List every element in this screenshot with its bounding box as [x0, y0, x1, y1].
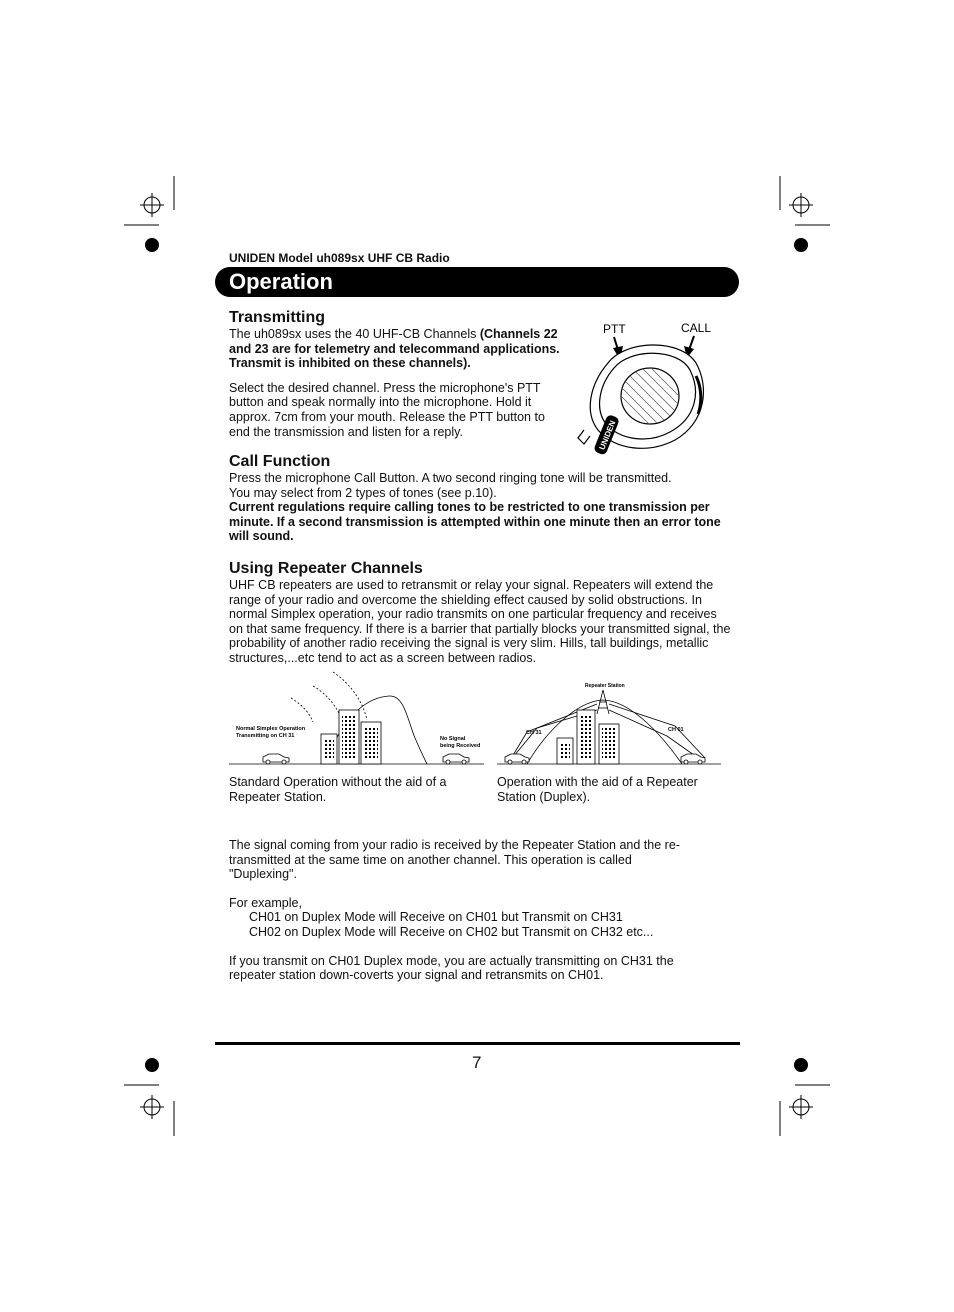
- simplex-label-1: Normal Simplex Operation: [236, 726, 306, 732]
- call-function-heading: Call Function: [229, 453, 331, 470]
- ch31-label: CH 31: [526, 730, 542, 736]
- downlink-beam: [609, 710, 701, 760]
- call-function-line-2: You may select from 2 types of tones (see p.10).: [229, 485, 497, 500]
- building-windows: [580, 714, 592, 760]
- signal-arc: [291, 698, 313, 722]
- car-icon: [505, 754, 529, 764]
- call-function-section: [229, 453, 734, 544]
- footer-rule: [215, 1042, 740, 1045]
- duplex-section: [229, 838, 699, 983]
- car-icon: [263, 754, 289, 764]
- duplex-final-paragraph: If you transmit on CH01 Duplex mode, you are actually transmitting on CH31 the repeater station down-coverts your signal and retransmits on CH01.: [229, 953, 674, 983]
- simplex-label-2: Transmitting on CH 31: [236, 733, 295, 739]
- repeater-caption: Operation with the aid of a Repeater Station (Duplex).: [497, 775, 698, 804]
- downlink-beam: [609, 704, 705, 758]
- repeater-section: [229, 560, 734, 666]
- simplex-caption: Standard Operation without the aid of a Repeater Station.: [229, 775, 447, 804]
- section-banner: [215, 267, 739, 297]
- transmitting-section: [229, 309, 569, 439]
- call-function-line-1: Press the microphone Call Button. A two second ringing tone will be transmitted.: [229, 471, 672, 485]
- transmitting-p1-text: The uh089sx uses the 40 UHF-CB Channels: [229, 327, 480, 341]
- building-windows: [602, 728, 616, 760]
- transmitting-heading: Transmitting: [229, 309, 326, 326]
- brand-text: UNIDEN: [597, 419, 618, 452]
- no-signal-label-2: being Received: [440, 743, 481, 749]
- example-line-1: CH01 on Duplex Mode will Receive on CH01 but Transmit on CH31: [249, 910, 623, 925]
- repeater-heading: Using Repeater Channels: [229, 560, 423, 577]
- simplex-diagram: [229, 668, 491, 768]
- duplex-paragraph: The signal coming from your radio is received by the Repeater Station and the re-transmitted at the same time on another channel. This operation is called "Duplexing".: [229, 838, 680, 882]
- no-signal-label-1: No Signal: [440, 736, 466, 742]
- repeater-paragraph: UHF CB repeaters are used to retransmit or relay your signal. Repeaters will extend the range of your radio and overcome the shielding effect caused by solid obstructions. In normal Simplex operation, your radio transmits on one particular frequency and receives on that same frequency. If there is a barrier that partially blocks your transmitted signal, the probability of another radio receiving the signal is very slim. Hills, tall buildings, metallic structures,...etc tend to act as a screen between radios.: [229, 578, 731, 665]
- building-windows: [560, 742, 570, 760]
- page-number: 7: [472, 1053, 482, 1072]
- car-icon: [443, 754, 469, 764]
- transmitting-paragraph-1: [229, 327, 569, 371]
- example-line-2: CH02 on Duplex Mode will Receive on CH02 but Transmit on CH32 etc...: [249, 924, 654, 939]
- repeater-tower-icon: [597, 690, 609, 714]
- car-icon: [681, 754, 705, 764]
- call-label: CALL: [681, 321, 712, 335]
- repeater-station-label: Repeater Station: [585, 683, 625, 689]
- transmitting-paragraph-2: Select the desired channel. Press the microphone's PTT button and speak normally into the microphone. Hold it approx. 7cm from your mouth. Release the PTT button to end the transmission and listen for a reply.: [229, 380, 545, 439]
- model-header: UNIDEN Model uh089sx UHF CB Radio: [229, 251, 450, 265]
- ptt-label: PTT: [603, 322, 626, 336]
- call-function-warning: Current regulations require calling tones to be restricted to one transmission per minute. If a second transmission is attempted within one minute then an error tone will sound.: [229, 500, 721, 544]
- page-title: Operation: [229, 269, 333, 294]
- example-intro: For example,: [229, 895, 302, 910]
- microphone-illustration: [570, 318, 720, 458]
- ch01-label: CH 01: [668, 727, 684, 733]
- transmitting-p1-bold: (Channels 22 and 23 are for telemetry and telecommand applications. Transmit is inhibited on these channels).: [229, 327, 560, 371]
- repeater-diagram: [497, 680, 723, 768]
